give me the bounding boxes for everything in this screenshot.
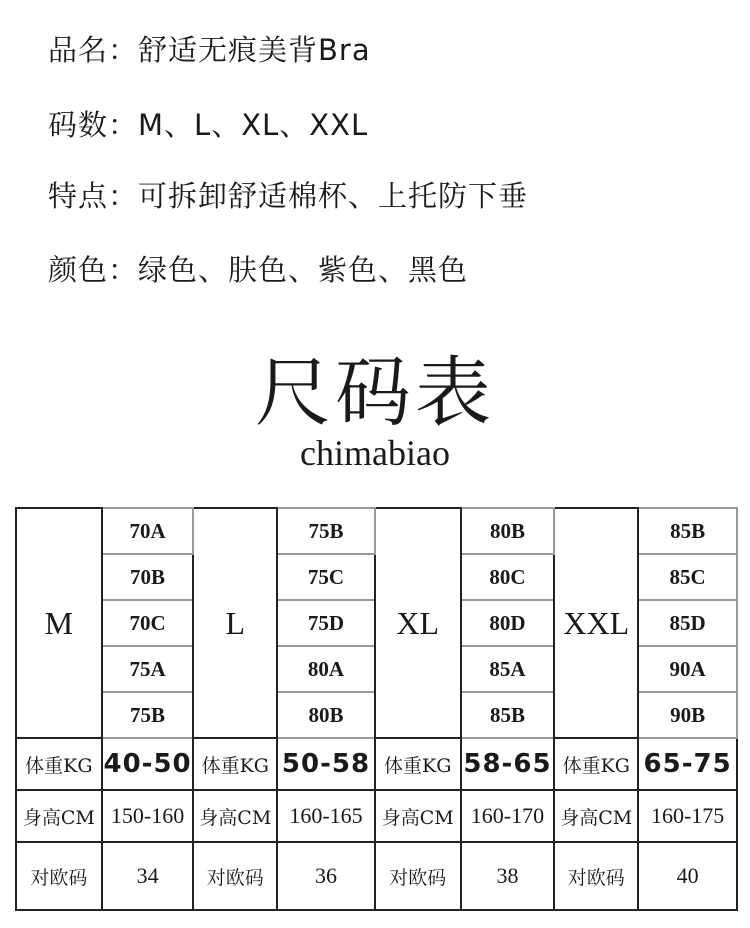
height-value: 160-165: [277, 790, 375, 842]
weight-row: [16, 738, 737, 790]
eu-value: 38: [461, 842, 555, 910]
info-value: M、L、XL、XXL: [138, 108, 369, 142]
eu-size-row: [16, 842, 737, 910]
height-label: 身高CM: [16, 790, 102, 842]
info-key: 码数：: [48, 108, 139, 142]
eu-value: 36: [277, 842, 375, 910]
info-line-features: [48, 174, 528, 215]
cup-cell: 70B: [102, 554, 194, 600]
weight-value: 65-75: [638, 738, 737, 790]
info-key: 品名：: [48, 33, 139, 67]
cup-cell: 85D: [638, 600, 737, 646]
weight-label: 体重KG: [16, 738, 102, 790]
cup-cell: 80C: [461, 554, 555, 600]
info-key: 特点：: [48, 179, 139, 213]
weight-label: 体重KG: [375, 738, 461, 790]
table-row: [16, 508, 737, 554]
height-row: [16, 790, 737, 842]
info-value: 舒适无痕美背Bra: [138, 33, 371, 67]
height-label: 身高CM: [554, 790, 638, 842]
eu-label: 对欧码: [554, 842, 638, 910]
cup-cell: 70C: [102, 600, 194, 646]
cup-cell: 70A: [102, 508, 194, 554]
size-cell: XL: [375, 508, 461, 738]
eu-label: 对欧码: [16, 842, 102, 910]
eu-value: 40: [638, 842, 737, 910]
cup-cell: 90A: [638, 646, 737, 692]
height-label: 身高CM: [375, 790, 461, 842]
cup-cell: 80B: [461, 508, 555, 554]
weight-value: 40-50: [102, 738, 194, 790]
weight-label: 体重KG: [554, 738, 638, 790]
size-cell: L: [193, 508, 277, 738]
cup-cell: 90B: [638, 692, 737, 738]
weight-label: 体重KG: [193, 738, 277, 790]
cup-cell: 75A: [102, 646, 194, 692]
height-value: 160-175: [638, 790, 737, 842]
eu-label: 对欧码: [375, 842, 461, 910]
height-value: 150-160: [102, 790, 194, 842]
page-subtitle: chimabiao: [300, 433, 450, 473]
info-value: 绿色、肤色、紫色、黑色: [138, 253, 469, 287]
cup-cell: 80D: [461, 600, 555, 646]
cup-cell: 75D: [277, 600, 375, 646]
cup-cell: 75C: [277, 554, 375, 600]
size-cell: M: [16, 508, 102, 738]
weight-value: 58-65: [461, 738, 555, 790]
weight-value: 50-58: [277, 738, 375, 790]
cup-cell: 85C: [638, 554, 737, 600]
cup-cell: 80A: [277, 646, 375, 692]
info-line-sizes: [48, 103, 368, 144]
eu-value: 34: [102, 842, 194, 910]
page-title: 尺码表: [255, 348, 495, 437]
info-line-colors: [48, 248, 468, 289]
cup-cell: 85B: [461, 692, 555, 738]
eu-label: 对欧码: [193, 842, 277, 910]
cup-cell: 85A: [461, 646, 555, 692]
size-chart-table: [15, 507, 738, 911]
height-value: 160-170: [461, 790, 555, 842]
cup-cell: 85B: [638, 508, 737, 554]
size-cell: XXL: [554, 508, 638, 738]
cup-cell: 75B: [277, 508, 375, 554]
info-value: 可拆卸舒适棉杯、上托防下垂: [138, 179, 529, 213]
info-line-name: [48, 28, 371, 69]
info-key: 颜色：: [48, 253, 139, 287]
cup-cell: 80B: [277, 692, 375, 738]
height-label: 身高CM: [193, 790, 277, 842]
cup-cell: 75B: [102, 692, 194, 738]
